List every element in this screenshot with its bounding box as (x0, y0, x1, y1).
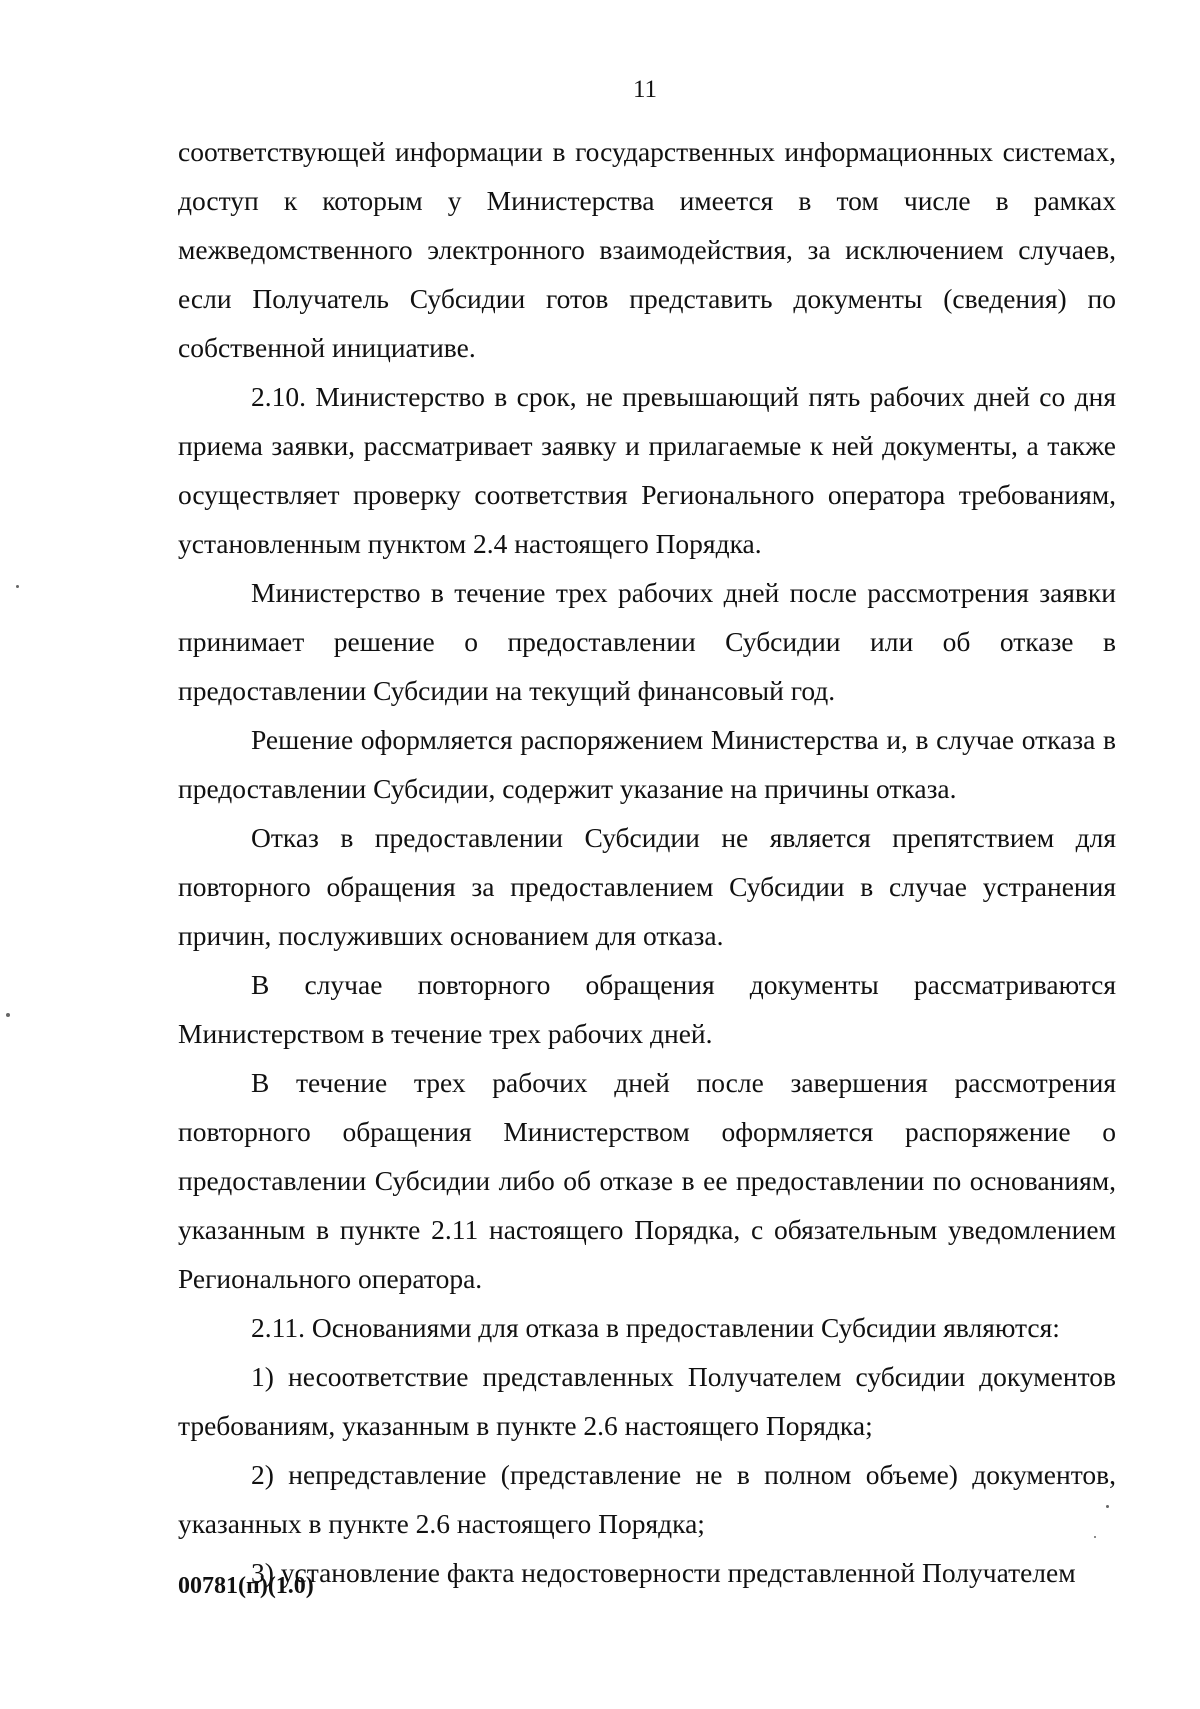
scan-speck (16, 585, 19, 588)
paragraph-refusal-no-obstacle: Отказ в предоставлении Субсидии не является препятствием для повторного обращения за предоставлением Субсидии в случае устранения причин, послуживших основанием для отказа. (178, 822, 1116, 951)
paragraph-2-11: 2.11. Основаниями для отказа в предоставлении Субсидии являются: (251, 1312, 1060, 1343)
paragraph-decision-form: Решение оформляется распоряжением Министерства и, в случае отказа в предоставлении Субсидии, содержит указание на причины отказа. (178, 724, 1116, 804)
scan-speck (1106, 1505, 1109, 1508)
scan-speck (1094, 1536, 1096, 1538)
list-item-1: 1) несоответствие представленных Получателем субсидии документов требованиям, указанным в пункте 2.6 настоящего Порядка; (178, 1361, 1116, 1441)
page-number: 11 (632, 76, 658, 103)
paragraph-2-10: 2.10. Министерство в срок, не превышающий пять рабочих дней со дня приема заявки, рассматривает заявку и прилагаемые к ней документы, а также осуществляет проверку соответствия Регионального оператора требованиям, установленным пунктом 2.4 настоящего Порядка. (178, 381, 1116, 559)
list-item-2: 2) непредставление (представление не в полном объеме) документов, указанных в пункте 2.6 настоящего Порядка; (178, 1459, 1116, 1539)
paragraph-continuation: соответствующей информации в государственных информационных системах, доступ к которым у Министерства имеется в том числе в рамках межведомственного электронного взаимодействия, за исключением случаев, если Получатель Субсидии готов представить документы (сведения) по собственной инициативе. (178, 136, 1116, 363)
paragraph-repeat-request: В случае повторного обращения документы рассматриваются Министерством в течение трех рабочих дней. (178, 969, 1116, 1049)
document-code: 00781(п)(1.0) (178, 1573, 314, 1599)
document-body (178, 127, 1116, 1597)
paragraph-decision-timing: Министерство в течение трех рабочих дней после рассмотрения заявки принимает решение о предоставлении Субсидии или об отказе в предоставлении Субсидии на текущий финансовый год. (178, 577, 1116, 706)
list-item-3: 3) установление факта недостоверности представленной Получателем (251, 1557, 1076, 1588)
paragraph-repeat-decision: В течение трех рабочих дней после завершения рассмотрения повторного обращения Министерством оформляется распоряжение о предоставлении Субсидии либо об отказе в ее предоставлении по основаниям, указанным в пункте 2.11 настоящего Порядка, с обязательным уведомлением Регионального оператора. (178, 1067, 1116, 1294)
scan-speck (6, 1013, 10, 1017)
